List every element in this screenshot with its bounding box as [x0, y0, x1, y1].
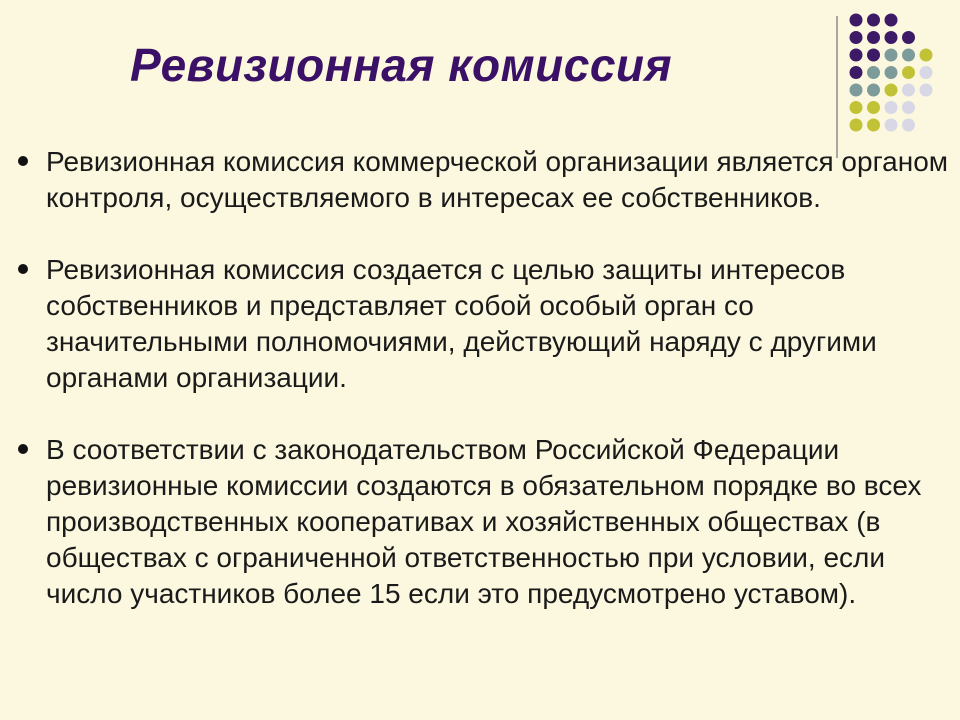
decorative-dot [885, 84, 898, 97]
decorative-dot-grid [848, 10, 948, 140]
decorative-dot [850, 84, 863, 97]
decorative-dot [867, 84, 880, 97]
decorative-dot [850, 49, 863, 62]
dot-grid-graphic [848, 10, 948, 140]
decorative-dot [850, 119, 863, 132]
decorative-dot [920, 84, 933, 97]
bullet-text: Ревизионная комиссия создается с целью защиты интересов собственников и представляет собой особый орган со значительными полномочиями, действующий наряду с другими органами организации. [46, 254, 877, 393]
bullet-item-1 [18, 144, 953, 216]
decorative-dot [850, 14, 863, 27]
bullet-dot-icon [18, 264, 28, 274]
decorative-dot [902, 84, 915, 97]
bullet-item-3 [18, 432, 953, 612]
decorative-dot [885, 14, 898, 27]
decorative-dot [867, 31, 880, 44]
decorative-dot [867, 49, 880, 62]
decorative-dot [902, 66, 915, 79]
decorative-dot [902, 31, 915, 44]
decorative-dot [902, 49, 915, 62]
decorative-dot [885, 49, 898, 62]
decorative-vertical-line [836, 16, 838, 158]
decorative-dot [920, 66, 933, 79]
decorative-dot [850, 31, 863, 44]
bullet-list [18, 144, 953, 612]
decorative-dot [902, 119, 915, 132]
decorative-dot [885, 119, 898, 132]
decorative-dot [850, 101, 863, 114]
decorative-dot [920, 49, 933, 62]
bullet-dot-icon [18, 156, 28, 166]
decorative-dot [867, 119, 880, 132]
decorative-dot [867, 66, 880, 79]
decorative-dot [867, 14, 880, 27]
decorative-dot [850, 66, 863, 79]
decorative-dot [885, 101, 898, 114]
slide-title: Ревизионная комиссия [130, 39, 673, 91]
decorative-dot [867, 101, 880, 114]
bullet-item-2 [18, 252, 953, 396]
decorative-dot [902, 101, 915, 114]
bullet-text: Ревизионная комиссия коммерческой организации является органом контроля, осуществляемого в интересах ее собственников. [46, 146, 949, 213]
decorative-dot [885, 31, 898, 44]
bullet-dot-icon [18, 444, 28, 454]
bullet-text: В соответствии с законодательством Российской Федерации ревизионные комиссии создаются в обязательном порядке во всех производственных кооперативах и хозяйственных обществах (в обществах с ограниченной ответственностью при условии, если число участников более 15 если это предусмотрено уставом). [46, 434, 922, 609]
decorative-dot [885, 66, 898, 79]
